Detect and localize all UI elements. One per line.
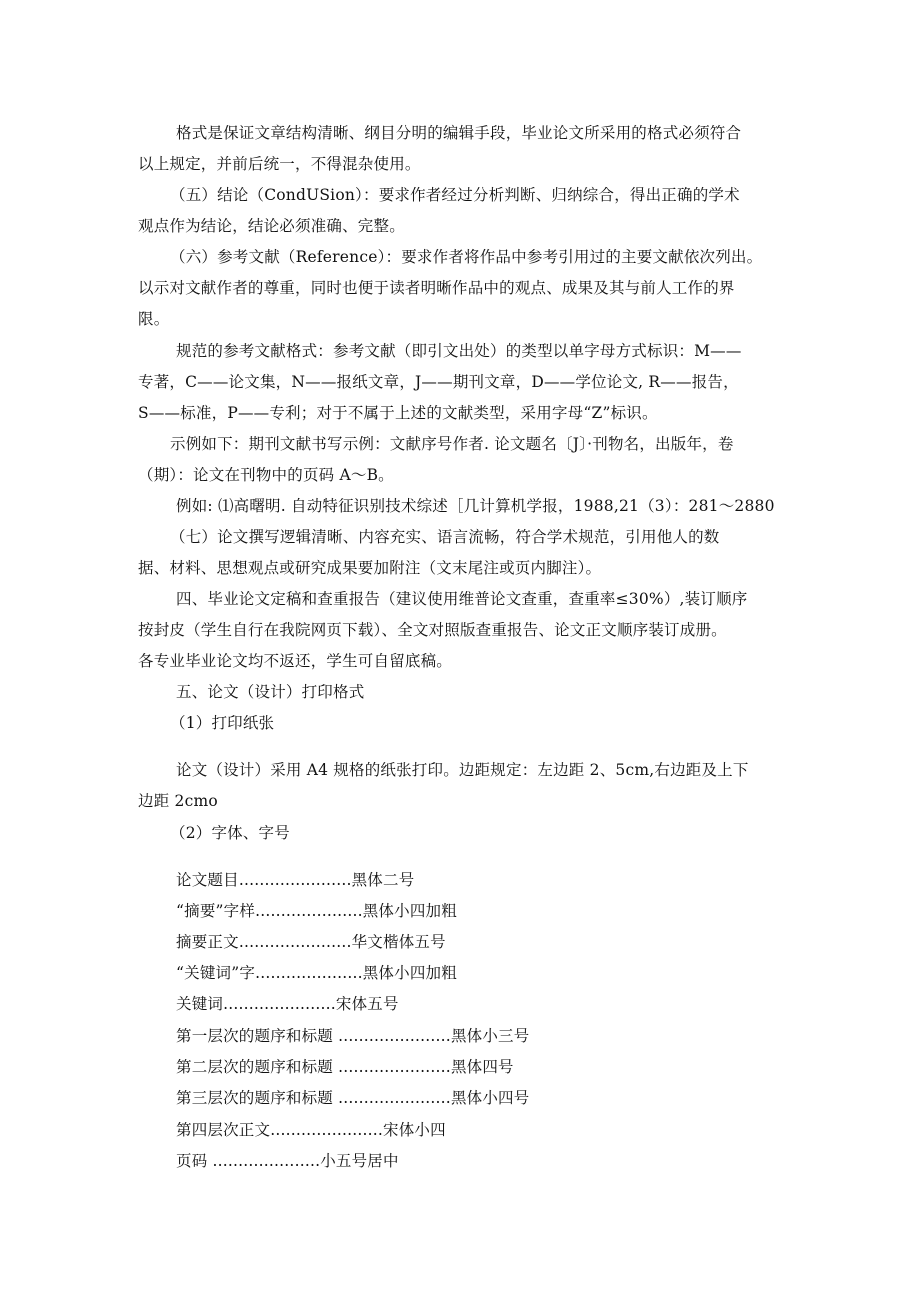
dot-leader: ......................	[338, 1089, 451, 1107]
text-line: 论文（设计）采用 A4 规格的纸张打印。边距规定：左边距 2、5cm,右边距及上下	[176, 761, 749, 779]
text-line: 以上规定，并前后统一，不得混杂使用。	[138, 155, 421, 173]
format-spec: 黑体小四号	[450, 1089, 530, 1107]
text-line: 格式是保证文章结构清晰、纲目分明的编辑手段，毕业论文所采用的格式必须符合	[176, 124, 742, 142]
text-line: （七）论文撰写逻辑清晰、内容充实、语言流畅，符合学术规范，引用他人的数	[170, 528, 720, 546]
text-line: 以示对文献作者的尊重，同时也便于读者明晰作品中的观点、成果及其与前人工作的界	[138, 279, 735, 297]
format-list-item	[176, 870, 414, 890]
format-spec: 黑体四号	[450, 1058, 514, 1076]
subsection-heading: （2）字体、字号	[170, 824, 290, 842]
format-spec: 华文楷体五号	[351, 933, 446, 951]
dot-leader: .....................	[255, 964, 363, 982]
format-item: 页码	[176, 1152, 213, 1170]
format-spec: 黑体小三号	[450, 1027, 530, 1045]
format-spec: 宋体五号	[335, 995, 399, 1013]
text-line: 按封皮（学生自行在我院网页下载）、全文对照版查重报告、论文正文顺序装订成册。	[138, 621, 727, 639]
format-spec: 黑体小四加粗	[362, 964, 457, 982]
format-list-item	[176, 901, 457, 921]
text-line: 专著，C——论文集，N——报纸文章，J——期刊文章，D——学位论文, R——报告，	[138, 373, 739, 391]
text-line: 据、材料、思想观点或研究成果要加附注（文末尾注或页内脚注）。	[138, 559, 602, 577]
text-line: 观点作为结论，结论必须准确、完整。	[138, 217, 405, 235]
format-item: 第四层次正文	[176, 1121, 271, 1139]
format-item: 第二层次的题序和标题	[176, 1058, 339, 1076]
format-list-item	[176, 932, 446, 952]
text-line: S——标准，P——专利；对于不属于上述的文献类型，采用字母“Z”标识。	[138, 404, 658, 422]
dot-leader: ......................	[223, 995, 336, 1013]
dot-leader: ......................	[270, 1121, 383, 1139]
text-line: （五）结论（CondUSion）：要求作者经过分析判断、归纳综合，得出正确的学术	[170, 186, 740, 204]
text-line: 各专业毕业论文均不返还，学生可自留底稿。	[138, 652, 453, 670]
format-item: 第一层次的题序和标题	[176, 1027, 339, 1045]
dot-leader: .....................	[255, 902, 363, 920]
text-line: 限。	[138, 310, 170, 328]
format-spec: 黑体二号	[351, 871, 415, 889]
format-list-item	[176, 1151, 399, 1171]
reference-example: 例如: ⑴高曙明. 自动特征识别技术综述［几计算机学报，1988,21（3）：281～2880	[176, 497, 775, 515]
dot-leader: .....................	[212, 1152, 321, 1170]
dot-leader: ......................	[338, 1027, 451, 1045]
format-spec: 黑体小四加粗	[362, 902, 457, 920]
format-spec: 小五号居中	[320, 1152, 399, 1170]
format-item: “关键词”字	[176, 964, 256, 982]
dot-leader: ......................	[238, 933, 352, 951]
section-heading: 五、论文（设计）打印格式	[176, 683, 365, 701]
format-item: 论文题目	[176, 871, 239, 889]
text-line: 规范的参考文献格式：参考文献（即引文出处）的类型以单字母方式标识：M——	[176, 342, 742, 360]
text-line: （期）：论文在刊物中的页码 A～B。	[138, 466, 394, 484]
text-line: 边距 2cmo	[138, 792, 218, 810]
format-list-item	[176, 994, 399, 1014]
format-item: 摘要正文	[176, 933, 239, 951]
format-list-item	[176, 1057, 514, 1077]
format-item: 关键词	[176, 995, 224, 1013]
format-list-item	[176, 1026, 529, 1046]
format-list-item	[176, 1120, 446, 1140]
text-line: 四、毕业论文定稿和查重报告（建议使用维普论文查重，查重率≤30%）,装订顺序	[176, 590, 748, 608]
format-spec: 宋体小四	[383, 1121, 446, 1139]
format-item: “摘要”字样	[176, 902, 256, 920]
dot-leader: ......................	[238, 871, 352, 889]
format-item: 第三层次的题序和标题	[176, 1089, 339, 1107]
format-list-item	[176, 963, 457, 983]
dot-leader: ......................	[338, 1058, 451, 1076]
format-list-item	[176, 1088, 529, 1108]
text-line: 示例如下：期刊文献书写示例：文献序号作者. 论文题名〔J〕·刊物名，出版年，卷	[170, 435, 734, 453]
text-line: （六）参考文献（Reference）：要求作者将作品中参考引用过的主要文献依次列出。	[170, 248, 763, 266]
subsection-heading: （1）打印纸张	[170, 714, 275, 732]
